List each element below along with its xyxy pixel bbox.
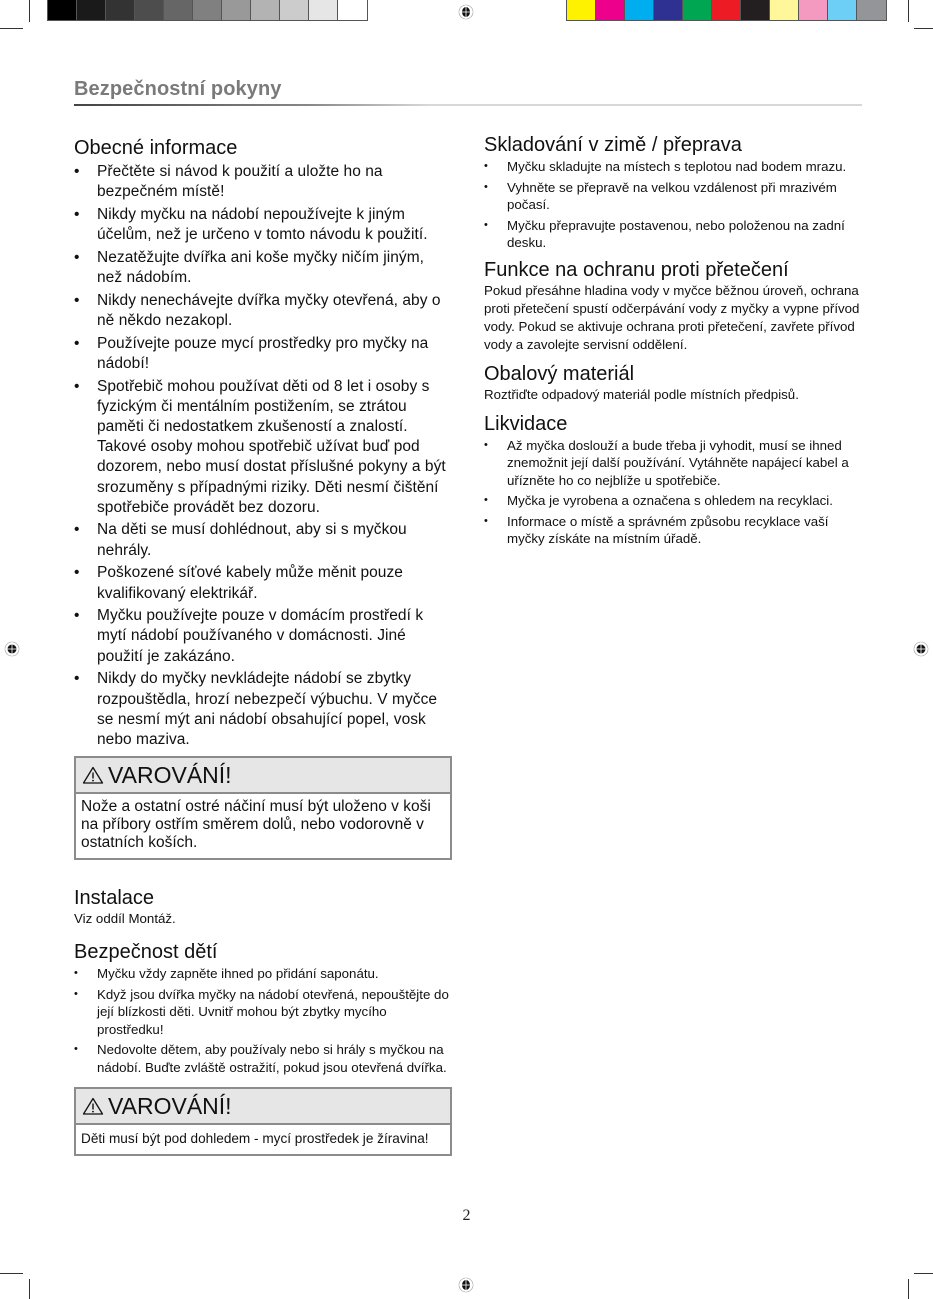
warning-header [76,758,450,794]
list-item: • Používejte pouze mycí prostředky pro myčky na nádobí! [74,334,452,374]
warning-header [76,1089,450,1125]
list-item: • Poškozené síťové kabely může měnit pouze kvalifikovaný elektrikář. [74,563,452,603]
color-swatch [567,0,596,20]
color-swatch [654,0,683,20]
crop-mark [0,28,23,29]
registration-mark-icon [458,4,474,20]
section-heading-child-safety: Bezpečnost dětí [74,941,218,964]
color-swatch [222,0,251,20]
crop-mark [0,1273,23,1274]
list-item: • Nikdy nenechávejte dvířka myčky otevřená, aby o ně někdo nezakopl. [74,291,452,331]
color-swatch [828,0,857,20]
warning-title: VAROVÁNÍ! [108,1092,232,1119]
list-item: • Nikdy do myčky nevkládejte nádobí se zbytky rozpouštědla, hrozí nebezpečí výbuchu. V myčce se nesmí mýt ani nádobí obsahující popel, vosk nebo maziva. [74,669,452,750]
color-swatch [596,0,625,20]
page-number: 2 [462,1207,471,1224]
list-item: • Na děti se musí dohlédnout, aby si s myčkou nehrály. [74,520,452,560]
color-swatch [799,0,828,20]
crop-mark [914,1273,933,1274]
list-item: • Vyhněte se přepravě na velkou vzdálenost při mrazivém počasí. [484,179,864,214]
registration-mark-icon [4,641,20,657]
list-item: • Nezatěžujte dvířka ani koše myčky ničím jiným, než nádobím. [74,248,452,288]
cmyk-color-bar [566,0,887,21]
color-swatch [77,0,106,20]
list-item: • Až myčka doslouží a bude třeba ji vyhodit, musí se ihned znemožnit její další používání. Vytáhněte napájecí kabel a uřízněte ho co nejblíže u spotřebiče. [484,437,864,490]
crop-mark [914,28,933,29]
color-swatch [48,0,77,20]
color-swatch [338,0,367,20]
list-item: • Přečtěte si návod k použití a uložte ho na bezpečném místě! [74,162,452,202]
crop-mark [908,1279,909,1299]
list-item: • Když jsou dvířka myčky na nádobí otevřená, nepouštějte do její blízkosti děti. Uvnitř mohou být zbytky mycího prostředku! [74,986,452,1039]
color-swatch [251,0,280,20]
warning-box-detergent [74,1087,452,1156]
warning-text: Děti musí být pod dohledem - mycí prostředek je žíravina! [81,1131,429,1147]
color-swatch [135,0,164,20]
grayscale-color-bar [47,0,368,21]
section-heading-packaging: Obalový materiál [484,362,635,385]
list-item: • Spotřebič mohou používat děti od 8 let i osoby s fyzickým či mentálním postižením, se ztrátou paměti či nedostatkem zkušeností a znalostí. Takové osoby mohou spotřebič užívat buď pod dozorem, nebo musí dostat příslušné pokyny a být srozuměny s případnými riziky. Děti nesmí čištění spotřebiče provádět bez dozoru. [74,377,452,518]
color-swatch [106,0,135,20]
color-swatch [741,0,770,20]
list-item: • Myčku přepravujte postavenou, nebo položenou na zadní desku. [484,217,864,252]
registration-mark-icon [458,1277,474,1293]
color-swatch [683,0,712,20]
warning-triangle-icon [82,766,104,784]
section-heading-winter-storage: Skladování v zimě / přeprava [484,134,742,156]
section-heading-general: Obecné informace [74,137,238,159]
disposal-list [484,437,864,548]
right-column [484,133,864,551]
child-safety-list [74,965,452,1076]
color-swatch [164,0,193,20]
general-info-list [74,162,452,750]
color-swatch [770,0,799,20]
crop-mark [908,0,909,22]
section-heading-overflow: Funkce na ochranu proti přetečení [484,258,789,281]
section-heading-disposal: Likvidace [484,412,568,435]
list-item: • Nedovolte dětem, aby používaly nebo si hrály s myčkou na nádobí. Buďte zvláště ostražití, pokud jsou otevřená dvířka. [74,1041,452,1076]
list-item: • Nikdy myčku na nádobí nepoužívejte k jiným účelům, než je určeno v tomto návodu k použití. [74,205,452,245]
warning-triangle-icon [82,1097,104,1115]
overflow-text: Pokud přesáhne hladina vody v myčce běžnou úroveň, ochrana proti přetečení spustí odčerpávání vody z myčky a vypne přívod vody. Pokud se aktivuje ochrana proti přetečení, zavřete přívod vody a zavolejte servisní oddělení. [484,282,860,352]
left-column [74,136,452,1156]
color-swatch [309,0,338,20]
list-item: • Myčku skladujte na místech s teplotou nad bodem mrazu. [484,158,864,176]
warning-text: Nože a ostatní ostré náčiní musí být uloženo v koši na příbory ostřím směrem dolů, nebo vodorovně v ostatních koších. [81,798,431,852]
color-swatch [280,0,309,20]
color-swatch [193,0,222,20]
title-divider [74,104,862,106]
color-swatch [712,0,741,20]
registration-mark-icon [913,641,929,657]
packaging-text: Roztřiďte odpadový materiál podle místních předpisů. [484,386,799,402]
warning-box-knives [74,756,452,860]
list-item: • Informace o místě a správném způsobu recyklace vaší myčky získáte na místním úřadě. [484,513,864,548]
list-item: • Myčku vždy zapněte ihned po přidání saponátu. [74,965,452,983]
section-heading-installation: Instalace [74,887,155,910]
crop-mark [29,1279,30,1299]
installation-text: Viz oddíl Montáž. [74,911,176,927]
winter-storage-list [484,158,864,252]
crop-mark [29,0,30,22]
color-swatch [857,0,886,20]
warning-title: VAROVÁNÍ! [108,761,232,788]
color-swatch [625,0,654,20]
page-title: Bezpečnostní pokyny [74,78,282,100]
list-item: • Myčka je vyrobena a označena s ohledem na recyklaci. [484,492,864,510]
list-item: • Myčku používejte pouze v domácím prostředí k mytí nádobí používaného v domácnosti. Jiné použití je zakázáno. [74,606,452,667]
